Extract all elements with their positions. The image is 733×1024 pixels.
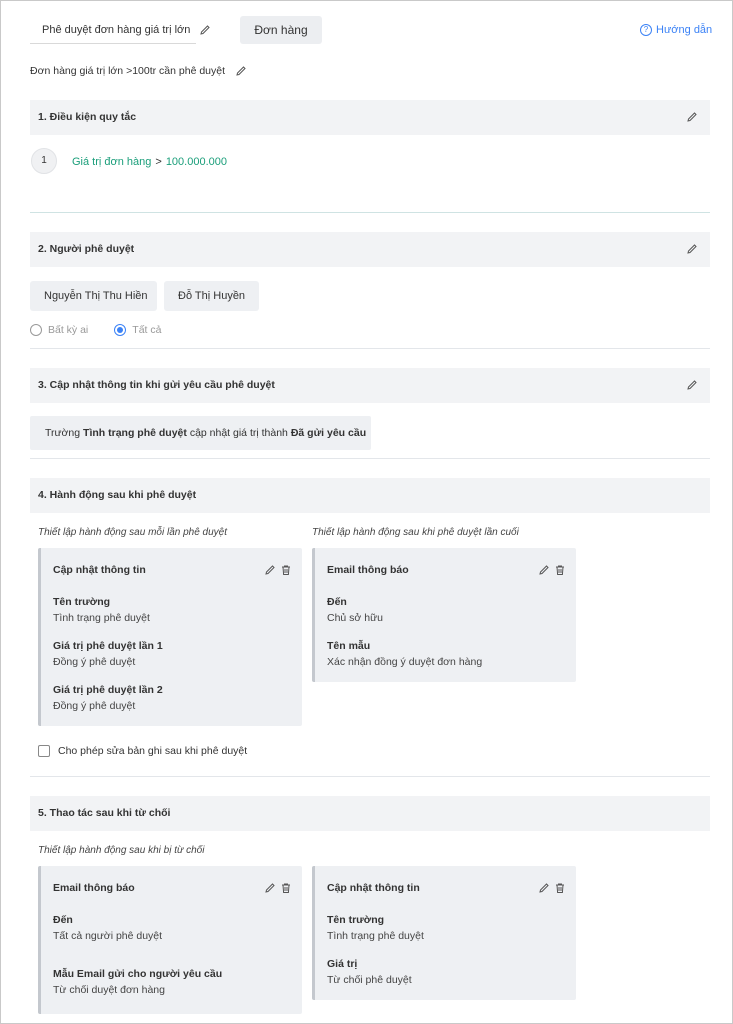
card-title: Email thông báo (53, 882, 135, 894)
section-1-header (30, 100, 710, 135)
approver-name: Nguyễn Thị Thu Hiền (44, 290, 148, 302)
section-5-title: 5. Thao tác sau khi từ chối (38, 807, 171, 819)
condition-index: 1 (31, 148, 57, 174)
divider (30, 458, 710, 459)
delete-card-trash-icon[interactable] (554, 882, 566, 894)
edit-card-pencil-icon[interactable] (264, 564, 276, 576)
update-field: Tình trạng phê duyệt (83, 427, 187, 439)
edit-section-3-pencil-icon[interactable] (686, 379, 698, 391)
rule-description (30, 65, 247, 77)
approver-chip-2 (164, 281, 259, 311)
radio-unchecked-icon (30, 324, 42, 336)
question-circle-icon: ? (640, 24, 652, 36)
field-value: Tình trạng phê duyệt (53, 612, 150, 624)
field-value: Từ chối duyệt đơn hàng (53, 984, 165, 996)
approver-name: Đỗ Thị Huyền (178, 290, 246, 302)
final-approval-label: Thiết lập hành động sau khi phê duyệt lần cuối (312, 527, 519, 538)
section-3-title: 3. Cập nhật thông tin khi gửi yêu cầu phê duyệt (38, 379, 275, 391)
section-4-header (30, 478, 710, 513)
update-value: Đã gửi yêu cầu (290, 427, 367, 439)
divider (30, 348, 710, 349)
radio-any-label: Bất kỳ ai (48, 324, 89, 336)
field-value: Tất cả người phê duyệt (53, 930, 163, 942)
allow-edit-label: Cho phép sửa bản ghi sau khi phê duyệt (58, 745, 248, 757)
divider (30, 212, 710, 213)
final-approval-email-card (312, 548, 576, 682)
radio-checked-icon (114, 324, 126, 336)
update-middle: cập nhật giá trị thành (189, 427, 288, 439)
field-value: Từ chối phê duyệt (327, 974, 412, 986)
each-approval-label: Thiết lập hành động sau mỗi lần phê duyệt (38, 527, 228, 538)
radio-any[interactable] (30, 324, 88, 336)
section-5-header (30, 796, 710, 831)
allow-edit-checkbox[interactable] (38, 745, 247, 757)
edit-description-pencil-icon[interactable] (235, 65, 247, 77)
edit-card-pencil-icon[interactable] (264, 882, 276, 894)
field-value: Xác nhận đồng ý duyệt đơn hàng (327, 656, 483, 668)
section-2-header (30, 232, 710, 267)
condition-field: Giá trị đơn hàng (72, 156, 152, 168)
approver-chip-1 (30, 281, 157, 311)
help-link[interactable] (640, 24, 712, 36)
condition-value: 100.000.000 (165, 156, 227, 168)
radio-all-label: Tất cả (132, 324, 162, 336)
radio-all[interactable] (114, 324, 161, 336)
delete-card-trash-icon[interactable] (554, 564, 566, 576)
update-prefix: Trường (45, 427, 81, 439)
section-1-title: 1. Điều kiện quy tắc (38, 111, 137, 123)
reject-email-card (38, 866, 302, 1014)
card-title: Cập nhật thông tin (53, 564, 146, 576)
reject-label: Thiết lập hành động sau khi bị từ chối (38, 845, 205, 856)
approval-mode-radios (30, 324, 161, 336)
section-3-header (30, 368, 710, 403)
field-label: Mẫu Email gửi cho người yêu cầu (53, 968, 223, 980)
edit-card-pencil-icon[interactable] (538, 564, 550, 576)
field-value: Chủ sở hữu (327, 612, 383, 624)
edit-section-1-pencil-icon[interactable] (686, 111, 698, 123)
edit-rule-name-pencil-icon[interactable] (199, 24, 211, 36)
rule-description-text: Đơn hàng giá trị lớn >100tr cần phê duyệt (30, 65, 226, 77)
each-approval-update-card (38, 548, 302, 726)
field-label: Giá trị phê duyệt lần 2 (53, 684, 163, 696)
edit-section-2-pencil-icon[interactable] (686, 243, 698, 255)
delete-card-trash-icon[interactable] (280, 564, 292, 576)
reject-update-card (312, 866, 576, 1000)
checkbox-unchecked-icon (38, 745, 50, 757)
delete-card-trash-icon[interactable] (280, 882, 292, 894)
field-value: Tình trạng phê duyệt (327, 930, 424, 942)
object-type-label: Đơn hàng (254, 23, 308, 37)
card-title: Email thông báo (327, 564, 409, 576)
field-label: Đến (53, 914, 73, 926)
rule-name-text: Phê duyệt đơn hàng giá trị lớn (42, 24, 191, 36)
help-label: Hướng dẫn (656, 24, 713, 36)
card-title: Cập nhật thông tin (327, 882, 420, 894)
field-label: Tên trường (327, 914, 385, 926)
divider (30, 776, 710, 777)
field-label: Giá trị (327, 958, 358, 970)
field-label: Tên trường (53, 596, 111, 608)
condition-expression (72, 156, 227, 168)
field-label: Giá trị phê duyệt lần 1 (53, 640, 163, 652)
field-label: Đến (327, 596, 347, 608)
field-value: Đồng ý phê duyệt (53, 700, 136, 712)
field-update-summary (30, 416, 371, 450)
field-label: Tên mẫu (327, 640, 371, 652)
edit-card-pencil-icon[interactable] (538, 882, 550, 894)
section-4-title: 4. Hành động sau khi phê duyệt (38, 489, 197, 501)
condition-operator: > (155, 156, 162, 168)
rule-name-field[interactable] (30, 16, 196, 44)
section-2-title: 2. Người phê duyệt (38, 243, 135, 255)
object-type-button[interactable] (240, 16, 322, 44)
field-value: Đồng ý phê duyệt (53, 656, 136, 668)
